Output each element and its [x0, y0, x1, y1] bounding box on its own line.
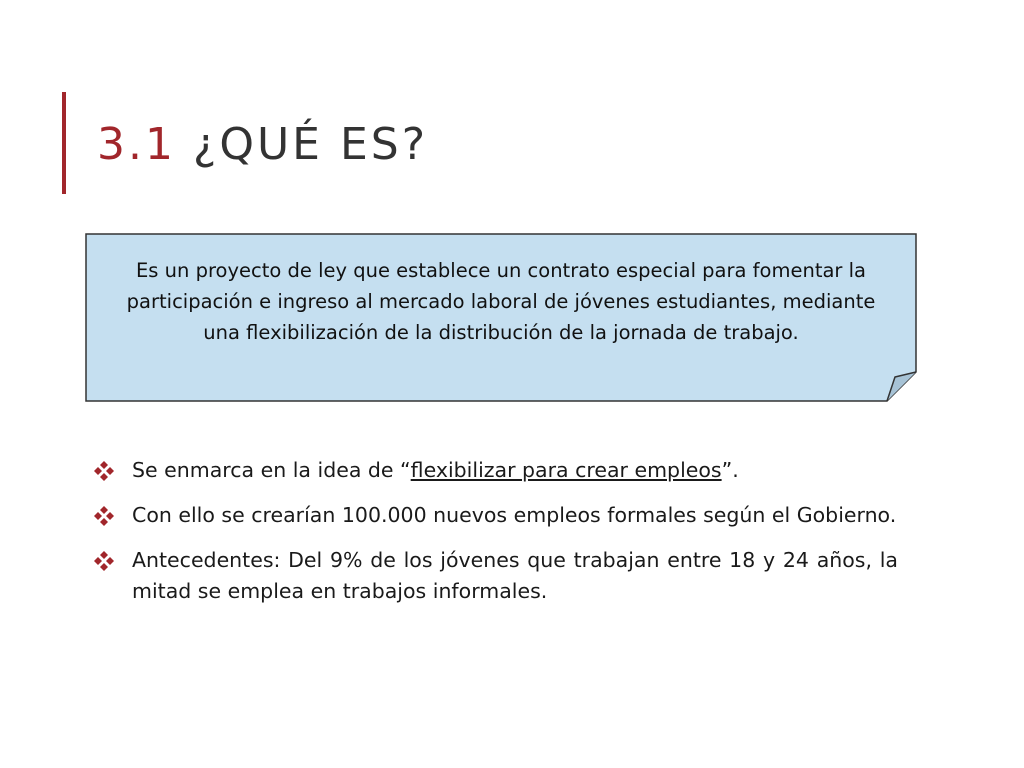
bullet-item: [92, 545, 898, 607]
callout-note: [85, 233, 917, 403]
bullet-item: [92, 455, 898, 486]
bullet-item: [92, 500, 898, 531]
four-diamond-bullet-icon: [94, 551, 114, 571]
four-diamond-bullet-icon: [94, 506, 114, 526]
bullet-text-suffix: ”.: [721, 458, 739, 482]
four-diamond-bullet-icon: [94, 461, 114, 481]
title-number: 3.1: [97, 119, 176, 170]
title-text: ¿QUÉ ES?: [192, 119, 429, 170]
title-accent-bar: [62, 92, 66, 194]
bullet-text: Con ello se crearían 100.000 nuevos empleos formales según el Gobierno.: [132, 503, 897, 527]
callout-text: Es un proyecto de ley que establece un contrato especial para fomentar la participación e ingreso al mercado laboral de jóvenes estudiantes, mediante una flexibilización de la distribución de la jornada de trabajo.: [126, 259, 876, 344]
bullet-text-prefix: Se enmarca en la idea de “: [132, 458, 411, 482]
bullet-underlined-phrase: flexibilizar para crear empleos: [410, 458, 722, 482]
slide-title: [97, 118, 428, 172]
bullet-text: Antecedentes: Del 9% de los jóvenes que trabajan entre 18 y 24 años, la mitad se emplea en trabajos informales.: [132, 548, 898, 603]
bullet-list: [92, 455, 898, 621]
